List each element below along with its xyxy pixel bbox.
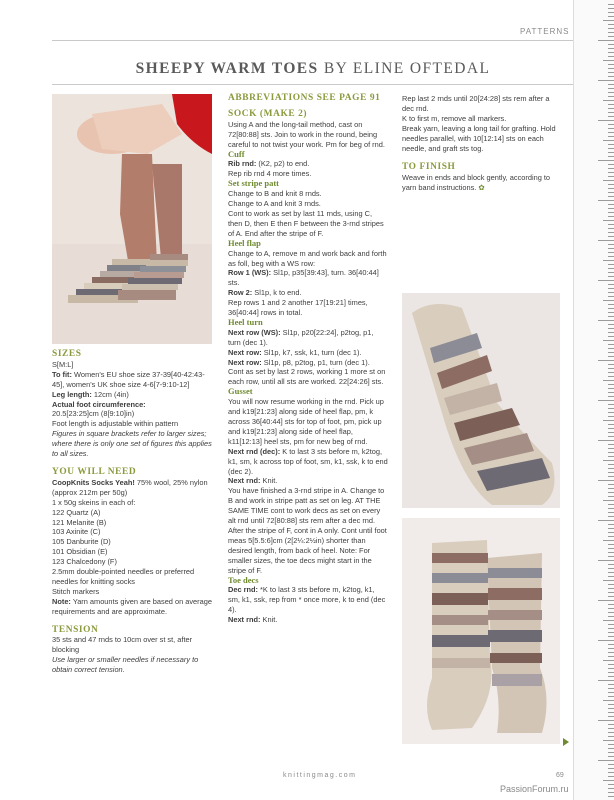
ruler-tick [608,496,614,497]
ruler-tick [608,796,614,797]
ruler-tick [608,584,614,585]
ruler-tick [608,388,614,389]
ruler-tick [608,544,614,545]
ruler-tick [608,4,614,5]
ruler-tick [598,280,614,281]
ruler-tick [608,548,614,549]
ruler-tick [608,684,614,685]
ruler-tick [608,504,614,505]
ruler-tick [608,676,614,677]
ruler-tick [603,620,614,621]
ruler-tick [603,260,614,261]
ruler-tick [608,112,614,113]
ruler-tick [608,156,614,157]
colour-2: 103 Axinite (C) [52,527,101,537]
ruler-tick [608,568,614,569]
ruler-tick [608,432,614,433]
ruler-tick [608,416,614,417]
ruler-tick [608,376,614,377]
toe-next: Next rnd: Knit. [228,615,278,625]
ruler-tick [608,244,614,245]
ruler-tick [608,316,614,317]
ruler-tick [608,356,614,357]
ruler-tick [608,332,614,333]
stripe-2: Change to A and knit 3 rnds. [228,199,321,209]
ruler-tick [608,236,614,237]
ruler-tick [608,116,614,117]
ruler-tick [608,528,614,529]
need-heading: YOU WILL NEED [52,466,137,477]
ruler-tick [608,748,614,749]
ruler-tick [608,324,614,325]
ruler-tick [608,672,614,673]
ruler-tick [608,228,614,229]
ruler-tick [608,708,614,709]
page-number: 69 [556,772,564,779]
ruler-tick [608,664,614,665]
sock-heading: SOCK (MAKE 2) [228,108,308,119]
ruler-tick [603,460,614,461]
finish-k: K to first m, remove all markers. [402,113,507,123]
ruler-tick [603,300,614,301]
ruler-tick [608,452,614,453]
ruler-tick [608,788,614,789]
ruler-tick [608,764,614,765]
ruler-tick [608,668,614,669]
ruler-tick [608,524,614,525]
ruler-tick [608,732,614,733]
ruler-tick [608,164,614,165]
top-rule [52,40,574,41]
ruler-tick [608,264,614,265]
ruler-tick [608,336,614,337]
ruler-tick [608,36,614,37]
ruler-tick [598,400,614,401]
ruler-tick [603,780,614,781]
gusset-dec: Next rnd (dec): K to last 3 sts before m, k2tog, k1, sm, k across top of foot, sm, k1, ssk, k to end (dec 2). [228,446,388,476]
ruler-tick [598,80,614,81]
ruler-tick [608,532,614,533]
column-sizes [52,350,212,675]
ruler-tick [608,348,614,349]
ruler-tick [608,248,614,249]
ruler-tick [608,752,614,753]
ruler-tick [608,768,614,769]
ruler-tick [608,592,614,593]
to-fit: To fit: Women's EU shoe size 37-39[40-42:43-45], women's UK shoe size 4-6[7-9:10-12] [52,369,205,389]
photo-legs-socks [52,94,212,344]
ruler-tick [608,232,614,233]
yarn: CoopKnits Socks Yeah! 75% wool, 25% nylon (approx 212m per 50g) [52,477,208,497]
ruler-tick [598,200,614,201]
ruler-tick [598,760,614,761]
ruler-tick [608,184,614,185]
ruler-tick [598,520,614,521]
ruler-tick [603,380,614,381]
ruler-tick [608,448,614,449]
ruler-tick [608,588,614,589]
ruler-tick [598,40,614,41]
ruler-tick [608,192,614,193]
ruler-tick [598,240,614,241]
markers: Stitch markers [52,586,100,596]
gusset-heading: Gusset [228,386,253,397]
ruler-tick [608,384,614,385]
abbrev-heading: ABBREVIATIONS SEE PAGE 91 [228,93,381,103]
ruler-tick [608,268,614,269]
ruler-tick [608,204,614,205]
ruler-tick [608,604,614,605]
ruler-tick [608,252,614,253]
ruler-tick [603,420,614,421]
heelturn-heading: Heel turn [228,316,263,327]
arrow-icon [563,738,569,746]
ruler-tick [608,648,614,649]
ruler-tick [608,8,614,9]
ruler-tick [608,696,614,697]
ruler-tick [608,88,614,89]
ruler-tick [608,144,614,145]
ruler-tick [608,616,614,617]
ruler-tick [608,172,614,173]
ruler-tick [608,364,614,365]
title-byline: BY ELINE OFTEDAL [323,60,491,77]
ruler-tick [608,216,614,217]
ruler-tick [608,196,614,197]
ruler-tick [608,612,614,613]
ruler-tick [608,472,614,473]
ruler-tick [608,488,614,489]
ruler-tick [598,680,614,681]
ruler-tick [608,128,614,129]
finish-heading: TO FINISH [402,162,456,173]
ruler-tick [608,52,614,53]
ruler-tick [608,296,614,297]
ruler-tick [608,508,614,509]
rib-rnd: Rib rnd: (K2, p2) to end. [228,159,310,169]
ruler-tick [608,24,614,25]
ruler-tick [608,68,614,69]
sock-text: Using A and the long-tail method, cast on 72[80:88] sts. Join to work in the round, being careful to not twist your work. Pm for beg of rnd. [228,119,385,149]
ruler-tick [608,176,614,177]
heelturn-cont: Cont as set by last 2 rows, working 1 more st on each row, until all sts are worked. 22[24:26] sts. [228,367,386,387]
ruler-tick [608,48,614,49]
ruler-tick [603,700,614,701]
ruler-tick [608,276,614,277]
ruler-tick [608,652,614,653]
finish-break: Break yarn, leaving a long tail for grafting. Hold needles parallel, with 10[12:14] sts on each needle, and graft sts tog. [402,123,556,153]
ruler-scale [573,0,614,800]
ruler-tick [608,224,614,225]
ruler-tick [608,784,614,785]
ruler-tick [608,772,614,773]
ruler-tick [608,84,614,85]
ruler-tick [608,536,614,537]
rib-rep: Rep rib rnd 4 more times. [228,169,312,179]
ruler-tick [608,436,614,437]
ruler-tick [608,736,614,737]
ruler-tick [608,104,614,105]
ruler-tick [608,292,614,293]
ruler-tick [608,352,614,353]
ruler-tick [608,468,614,469]
ruler-tick [608,96,614,97]
ruler-tick [608,716,614,717]
ruler-tick [608,344,614,345]
ruler-tick [608,556,614,557]
ruler-tick [608,132,614,133]
sock-top-image [402,293,560,508]
ruler-tick [608,644,614,645]
ruler-tick [603,500,614,501]
section-label: PATTERNS [520,27,570,36]
ruler-tick [608,424,614,425]
ruler-tick [608,484,614,485]
toe-heading: Toe decs [228,574,259,585]
ruler-tick [608,512,614,513]
foot-adjustable: Foot length is adjustable within pattern [52,419,179,429]
ruler-tick [608,92,614,93]
heelflap-text: Change to A, remove m and work back and forth as foll, beg with a WS row: [228,248,387,268]
ruler-tick [608,712,614,713]
colour-0: 122 Quartz (A) [52,507,101,517]
tension-heading: TENSION [52,624,99,635]
skeins: 1 x 50g skeins in each of: [52,497,136,507]
ruler-tick [608,328,614,329]
ruler-tick [598,440,614,441]
ruler-tick [608,632,614,633]
row-2: Row 2: Sl1p, k to end. [228,288,302,298]
ruler-tick [608,704,614,705]
pattern-title [52,60,574,78]
ruler-tick [608,444,614,445]
ruler-tick [608,212,614,213]
heelflap-heading: Heel flap [228,237,261,248]
ruler-tick [598,600,614,601]
stripe-heading: Set stripe patt [228,178,279,189]
ruler-tick [608,108,614,109]
ruler-tick [598,720,614,721]
photo-sock-top [402,293,560,508]
ruler-tick [608,596,614,597]
column-pattern [228,94,388,625]
ruler-tick [608,572,614,573]
ruler-tick [608,168,614,169]
ruler-tick [608,392,614,393]
ruler-tick [608,516,614,517]
colour-5: 123 Chalcedony (F) [52,557,117,567]
ruler-tick [608,72,614,73]
ruler-tick [608,576,614,577]
column-finish [402,94,562,193]
legs-socks-image [52,94,212,344]
ruler-tick [608,28,614,29]
watermark: PassionForum.ru [500,784,569,794]
ruler-tick [608,692,614,693]
ruler-tick [608,152,614,153]
ruler-tick [608,624,614,625]
photo-sock-pair [402,518,560,744]
ruler-tick [603,100,614,101]
ruler-tick [608,628,614,629]
ruler-tick [608,56,614,57]
next-row-2: Next row: Sl1p, p8, p2tog, p1, turn (dec 1). [228,357,370,367]
next-row-ws: Next row (WS): Sl1p, p20[22:24], p2tog, p1, turn (dec 1). [228,327,374,347]
finish-rep: Rep last 2 rnds until 20[24:28] sts rem after a dec rnd. [402,94,550,113]
sock-pair-image [402,518,560,744]
ruler-tick [608,16,614,17]
footer-site: knittingmag.com [283,772,357,779]
ruler-tick [608,188,614,189]
colour-3: 105 Danburite (D) [52,537,111,547]
foot-circ-value: 20.5[23:25]cm (8[9:10]in) [52,409,135,419]
ruler-tick [608,792,614,793]
ruler-tick [608,744,614,745]
ruler-tick [608,608,614,609]
ruler-tick [608,32,614,33]
ruler-tick [608,656,614,657]
ruler-tick [603,340,614,341]
ruler-tick [608,12,614,13]
ruler-tick [608,308,614,309]
ruler-tick [603,140,614,141]
tension-note: Use larger or smaller needles if necessary to obtain correct tension. [52,655,199,675]
ruler-tick [608,552,614,553]
need-note: Note: Yarn amounts given are based on average requirements and are approximate. [52,596,212,616]
gusset-cont: You have finished a 3-rnd stripe in A. Change to B and work in stripe patt as set on leg. AT THE SAME TIME cont to work decs as set on every alt rnd until 72[80:88] sts rem after a dec rnd. After the stripe of F, cont in A only. Cont until foot meas 5[5.5:6]cm (2[2¼:2½in) shorter than desired length, from back of heel. Note: For smaller sizes, the toe decs might start in the stripe of F. [228,486,387,575]
ruler-tick [608,272,614,273]
ruler-tick [598,560,614,561]
ruler-tick [608,428,614,429]
row-1: Row 1 (WS): Sl1p, p35[39:43], turn. 36[40:44] sts. [228,268,379,288]
ruler-tick [608,148,614,149]
finish-text: Weave in ends and block gently, according to yarn band instructions. ✿ [402,173,551,193]
foot-circ-label: Actual foot circumference: [52,399,146,409]
needles: 2.5mm double-pointed needles or preferred needles for knitting socks [52,567,195,586]
ruler-tick [608,724,614,725]
ruler-tick [608,136,614,137]
colour-4: 101 Obsidian (E) [52,547,108,557]
ruler-tick [608,464,614,465]
ruler-tick [608,312,614,313]
leaf-icon: ✿ [478,183,485,193]
leg-length: Leg length: 12cm (4in) [52,389,129,399]
ruler-tick [603,740,614,741]
ruler-tick [608,256,614,257]
ruler-tick [598,480,614,481]
ruler-tick [608,476,614,477]
ruler-tick [608,44,614,45]
ruler-tick [608,564,614,565]
ruler-tick [608,636,614,637]
ruler-tick [598,120,614,121]
ruler-tick [608,456,614,457]
ruler-tick [608,408,614,409]
ruler-tick [608,284,614,285]
sizes-heading: SIZES [52,349,82,359]
ruler-tick [603,660,614,661]
ruler-tick [608,288,614,289]
ruler-tick [608,208,614,209]
ruler-tick [608,304,614,305]
ruler-tick [603,60,614,61]
ruler-tick [603,220,614,221]
ruler-tick [608,396,614,397]
ruler-tick [603,20,614,21]
ruler-tick [608,404,614,405]
toe-dec: Dec rnd: *K to last 3 sts before m, k2tog, k1, sm, k1, ssk, rep from * once more, k to end (dec 4). [228,585,386,615]
title-rule [52,84,574,85]
ruler-tick [603,180,614,181]
ruler-tick [598,640,614,641]
ruler-tick [598,360,614,361]
ruler-tick [603,540,614,541]
ruler-tick [608,372,614,373]
ruler-tick [608,412,614,413]
ruler-tick [608,124,614,125]
ruler-tick [603,580,614,581]
colour-1: 121 Melanite (B) [52,517,107,527]
title-main: SHEEPY WARM TOES [135,60,319,77]
ruler-tick [608,492,614,493]
tension-text: 35 sts and 47 rnds to 10cm over st st, after blocking [52,635,193,655]
rows-rep: Rep rows 1 and 2 another 17[19:21] times, 36[40:44] rows in total. [228,298,368,318]
ruler-tick [608,756,614,757]
ruler-tick [598,160,614,161]
ruler-tick [608,76,614,77]
gusset-text: You will now resume working in the rnd. Pick up and k19[21:23] along side of heel flap, pm, k across 36[40:44] sts for top of foot, pm, pick up and k19[21:23] along side of heel flap, k11[12:13] heel sts, pm for new beg of rnd. [228,397,384,446]
next-row-1: Next row: Sl1p, k7, ssk, k1, turn (dec 1). [228,347,362,357]
ruler-tick [608,776,614,777]
cuff-heading: Cuff [228,148,245,159]
ruler-tick [598,320,614,321]
ruler-tick [608,368,614,369]
stripe-1: Change to B and knit 8 rnds. [228,189,322,199]
sizes-note: Figures in square brackets refer to larger sizes; where there is only one set of figures this applies to all sizes. [52,429,212,459]
sizes-line: S[M:L] [52,359,74,369]
ruler-tick [608,688,614,689]
ruler-tick [608,64,614,65]
stripe-3: Cont to work as set by last 11 rnds, using C, then D, then E then F between the 3-rnd stripes of A. End after the stripe of F. [228,208,384,238]
ruler-tick [608,728,614,729]
gusset-next: Next rnd: Knit. [228,476,278,486]
